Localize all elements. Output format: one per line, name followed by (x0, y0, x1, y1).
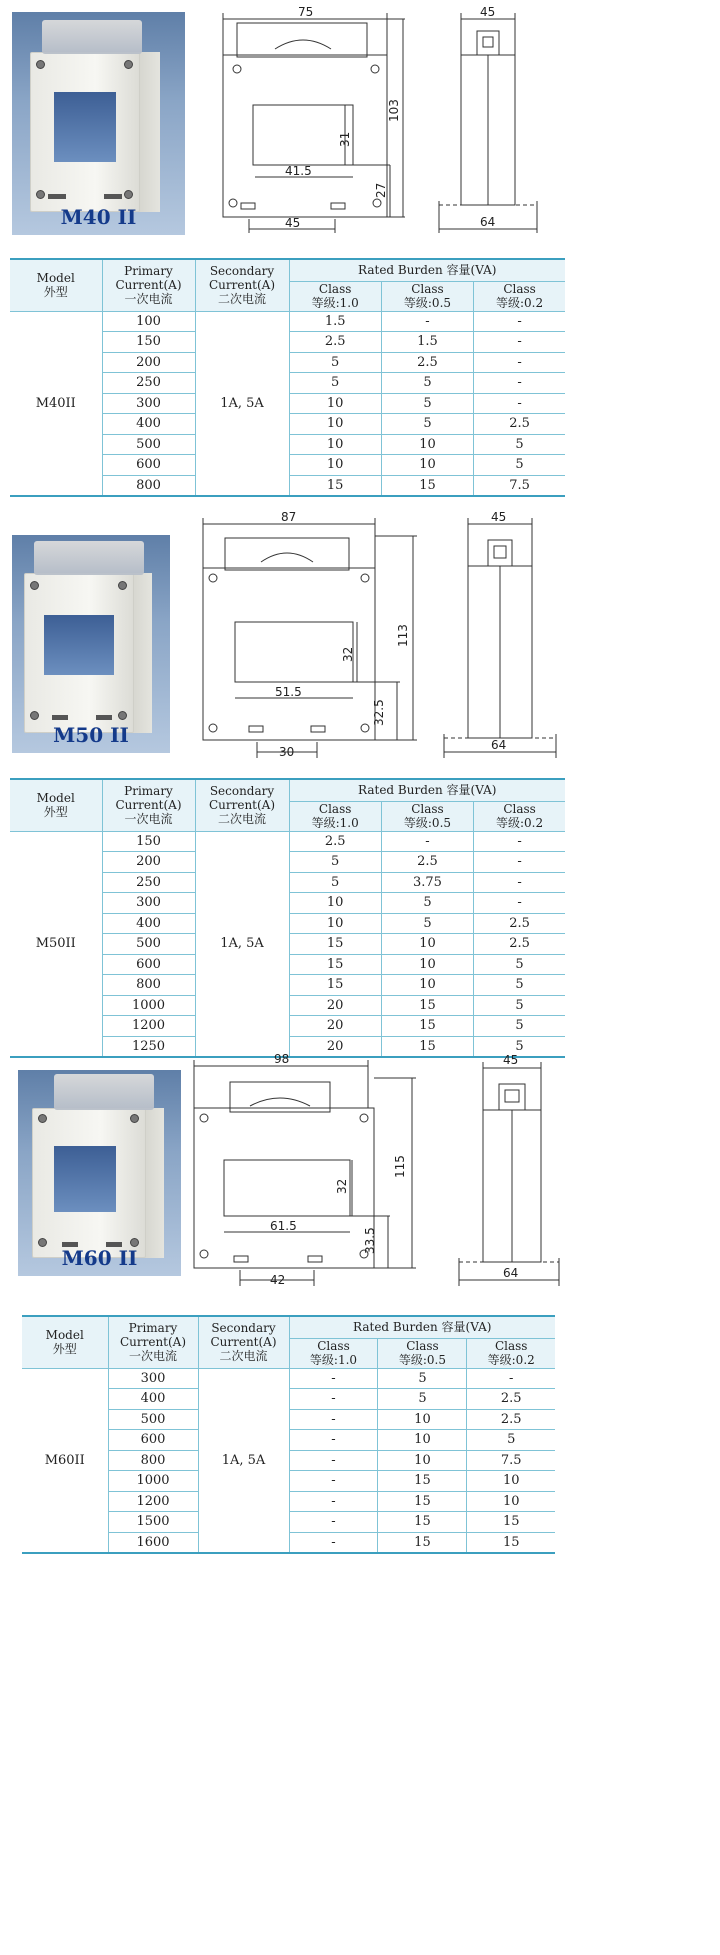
cell-primary: 800 (102, 475, 195, 496)
header-model-cn: 外型 (43, 805, 68, 820)
cell-primary: 100 (102, 311, 195, 332)
header-model-cn: 外型 (43, 285, 68, 300)
cell-class-1: - (289, 1471, 378, 1492)
dim-height: 113 (396, 624, 410, 647)
cell-class-2: 2.5 (381, 352, 473, 373)
cell-class-3: 5 (474, 995, 565, 1016)
header-secondary-cn: 二次电流 (217, 812, 266, 827)
cell-primary: 500 (102, 934, 195, 955)
dimension-drawing-front-m50 (195, 510, 425, 760)
cell-class-2: 5 (381, 893, 473, 914)
dimension-drawing-side-m60 (455, 1050, 565, 1290)
cell-class-2: 5 (381, 373, 473, 394)
cell-primary: 1000 (108, 1471, 198, 1492)
cell-primary: 500 (108, 1409, 198, 1430)
cell-model: M40II (10, 311, 102, 496)
cell-class-1: - (289, 1430, 378, 1451)
dim-side-width: 45 (491, 510, 507, 524)
cell-model: M60II (22, 1368, 108, 1553)
header-primary-cn: 一次电流 (128, 1349, 177, 1364)
cell-class-1: 2.5 (289, 332, 381, 353)
cell-primary: 300 (108, 1368, 198, 1389)
cell-secondary: 1A, 5A (195, 831, 289, 1057)
cell-class-2: 15 (381, 995, 473, 1016)
cell-class-1: 15 (289, 934, 381, 955)
cell-primary: 250 (102, 872, 195, 893)
header-primary: Primary (124, 784, 173, 799)
cell-class-3: 15 (467, 1512, 555, 1533)
dim-window-w: 61.5 (270, 1219, 297, 1233)
cell-class-1: - (289, 1491, 378, 1512)
cell-class-3: 5 (474, 975, 565, 996)
model-label: M40 II (60, 205, 137, 229)
cell-primary: 200 (102, 852, 195, 873)
cell-class-1: 20 (289, 995, 381, 1016)
cell-class-1: 10 (289, 913, 381, 934)
spec-table-m50 (10, 778, 565, 1058)
cell-primary: 600 (102, 455, 195, 476)
header-burden: Rated Burden 容量(VA) (289, 779, 565, 801)
cell-class-2: 5 (381, 913, 473, 934)
cell-class-3: 2.5 (474, 934, 565, 955)
dim-base-spacing: 45 (285, 216, 301, 230)
cell-class-3: 15 (467, 1532, 555, 1553)
dimension-drawing-side-m50 (440, 510, 560, 760)
product-photo-m60 (18, 1070, 181, 1276)
cell-model: M50II (10, 831, 102, 1057)
dim-window-h: 32 (341, 646, 355, 662)
cell-primary: 400 (102, 414, 195, 435)
table-row (10, 831, 565, 852)
header-burden: Rated Burden 容量(VA) (289, 1316, 555, 1338)
header-class-2: Class (406, 1339, 439, 1353)
dim-front-width: 98 (274, 1052, 290, 1066)
cell-class-1: - (289, 1368, 378, 1389)
cell-primary: 600 (102, 954, 195, 975)
cell-class-2: 10 (381, 434, 473, 455)
header-class-1: Class (318, 282, 352, 296)
dim-base-spacing: 30 (279, 745, 295, 759)
cell-class-2: 3.75 (381, 872, 473, 893)
dim-side-width: 45 (503, 1053, 519, 1067)
cell-class-1: 5 (289, 852, 381, 873)
cell-class-2: 2.5 (381, 852, 473, 873)
cell-class-1: - (289, 1450, 378, 1471)
cell-primary: 150 (102, 332, 195, 353)
header-model: Model (36, 791, 75, 806)
cell-class-3: - (474, 373, 565, 394)
header-model: Model (36, 271, 75, 286)
model-label: M50 II (53, 723, 129, 747)
cell-primary: 300 (102, 893, 195, 914)
cell-class-2: - (381, 831, 473, 852)
cell-class-1: - (289, 1532, 378, 1553)
cell-class-3: 5 (474, 1036, 565, 1057)
header-class-3: Class (494, 1339, 528, 1353)
cell-primary: 800 (108, 1450, 198, 1471)
header-class-2-cn: 等级:0.5 (403, 296, 452, 310)
header-secondary: Secondary (211, 1321, 276, 1336)
cell-class-3: 5 (474, 434, 565, 455)
cell-class-2: 10 (381, 455, 473, 476)
spec-table-m40 (10, 258, 565, 497)
cell-class-1: 10 (289, 414, 381, 435)
product-photo-m50 (12, 535, 170, 753)
dim-height: 115 (393, 1155, 407, 1178)
cell-primary: 1500 (108, 1512, 198, 1533)
cell-class-1: 5 (289, 872, 381, 893)
header-secondary-cn: 二次电流 (217, 292, 266, 307)
cell-primary: 600 (108, 1430, 198, 1451)
cell-class-3: 5 (474, 1016, 565, 1037)
cell-class-3: - (474, 872, 565, 893)
cell-class-3: - (474, 332, 565, 353)
header-class-3-cn: 等级:0.2 (487, 1353, 535, 1367)
dim-window-h: 32 (335, 1178, 349, 1194)
header-class-2: Class (411, 802, 444, 816)
header-class-1: Class (317, 1339, 350, 1353)
cell-class-1: 20 (289, 1016, 381, 1037)
cell-class-1: 10 (289, 455, 381, 476)
header-primary-unit: Current(A) (119, 1335, 187, 1350)
header-model: Model (45, 1328, 84, 1343)
dimension-drawing-front-m40 (215, 5, 405, 237)
cell-class-1: 5 (289, 352, 381, 373)
cell-class-3: 5 (467, 1430, 555, 1451)
cell-class-3: - (474, 393, 565, 414)
dim-window-h: 31 (338, 131, 352, 147)
cell-class-3: 2.5 (474, 913, 565, 934)
header-class-2-cn: 等级:0.5 (403, 816, 452, 830)
cell-class-2: 15 (378, 1532, 467, 1553)
cell-primary: 150 (102, 831, 195, 852)
cell-class-3: 5 (474, 455, 565, 476)
cell-class-2: 10 (378, 1430, 467, 1451)
cell-class-3: - (474, 893, 565, 914)
cell-class-3: - (474, 831, 565, 852)
cell-class-3: - (474, 352, 565, 373)
cell-class-1: - (289, 1409, 378, 1430)
cell-class-1: - (289, 1512, 378, 1533)
header-class-3-cn: 等级:0.2 (495, 296, 544, 310)
header-primary-cn: 一次电流 (124, 812, 173, 827)
cell-primary: 800 (102, 975, 195, 996)
cell-primary: 300 (102, 393, 195, 414)
cell-class-2: 15 (378, 1471, 467, 1492)
dim-offset: 27 (374, 182, 388, 198)
cell-primary: 200 (102, 352, 195, 373)
cell-class-2: 15 (381, 1036, 473, 1057)
cell-primary: 400 (108, 1389, 198, 1410)
dim-front-width: 75 (298, 5, 314, 19)
cell-class-2: 5 (378, 1368, 467, 1389)
cell-secondary: 1A, 5A (195, 311, 289, 496)
header-primary: Primary (124, 264, 173, 279)
cell-class-1: 15 (289, 954, 381, 975)
cell-class-3: 10 (467, 1491, 555, 1512)
cell-class-2: 15 (381, 1016, 473, 1037)
cell-class-2: 10 (378, 1409, 467, 1430)
header-class-3: Class (503, 282, 536, 296)
cell-primary: 1600 (108, 1532, 198, 1553)
cell-class-2: 10 (381, 975, 473, 996)
header-model-cn: 外型 (52, 1342, 77, 1357)
model-label: M60 II (61, 1246, 138, 1270)
cell-class-2: 15 (381, 475, 473, 496)
cell-class-3: - (474, 311, 565, 332)
cell-class-2: 5 (378, 1389, 467, 1410)
table-body (10, 311, 565, 496)
header-primary: Primary (128, 1321, 178, 1336)
header-class-2-cn: 等级:0.5 (398, 1353, 447, 1367)
cell-class-3: 2.5 (474, 414, 565, 435)
cell-primary: 1200 (102, 1016, 195, 1037)
dim-side-base: 64 (480, 215, 496, 229)
header-secondary: Secondary (209, 264, 275, 279)
header-class-3-cn: 等级:0.2 (495, 816, 544, 830)
header-class-3: Class (503, 802, 536, 816)
cell-class-3: - (474, 852, 565, 873)
table-row (10, 311, 565, 332)
cell-class-1: - (289, 1389, 378, 1410)
cell-primary: 1000 (102, 995, 195, 1016)
header-primary-unit: Current(A) (115, 278, 182, 293)
dim-offset: 32.5 (372, 699, 386, 726)
cell-class-3: 7.5 (474, 475, 565, 496)
spec-table-m60 (22, 1315, 555, 1554)
cell-class-2: 10 (381, 934, 473, 955)
dim-window-w: 41.5 (285, 164, 312, 178)
cell-primary: 250 (102, 373, 195, 394)
cell-class-2: 10 (381, 954, 473, 975)
header-primary-cn: 一次电流 (124, 292, 173, 307)
header-secondary: Secondary (209, 784, 275, 799)
cell-class-1: 10 (289, 434, 381, 455)
header-class-2: Class (411, 282, 444, 296)
dim-window-w: 51.5 (275, 685, 302, 699)
cell-class-3: 2.5 (467, 1409, 555, 1430)
cell-class-2: 1.5 (381, 332, 473, 353)
cell-class-2: 5 (381, 393, 473, 414)
cell-class-1: 15 (289, 475, 381, 496)
dim-offset: 33.5 (363, 1227, 377, 1254)
cell-class-1: 2.5 (289, 831, 381, 852)
cell-class-2: - (381, 311, 473, 332)
dim-side-base: 64 (491, 738, 507, 752)
dim-base-spacing: 42 (270, 1273, 286, 1287)
dim-side-width: 45 (480, 5, 496, 19)
cell-class-2: 10 (378, 1450, 467, 1471)
header-secondary-unit: Current(A) (208, 278, 276, 293)
cell-secondary: 1A, 5A (198, 1368, 289, 1553)
cell-class-3: 7.5 (467, 1450, 555, 1471)
dimension-drawing-side-m40 (435, 5, 545, 237)
cell-primary: 1200 (108, 1491, 198, 1512)
cell-class-1: 1.5 (289, 311, 381, 332)
cell-primary: 400 (102, 913, 195, 934)
cell-class-1: 15 (289, 975, 381, 996)
table-row (22, 1368, 555, 1389)
cell-class-3: 2.5 (467, 1389, 555, 1410)
cell-class-3: 5 (474, 954, 565, 975)
header-class-1-cn: 等级:1.0 (309, 1353, 358, 1367)
cell-class-2: 5 (381, 414, 473, 435)
cell-class-1: 20 (289, 1036, 381, 1057)
product-photo-m40 (12, 12, 185, 235)
header-primary-unit: Current(A) (115, 798, 182, 813)
cell-primary: 1250 (102, 1036, 195, 1057)
cell-primary: 500 (102, 434, 195, 455)
header-class-1-cn: 等级:1.0 (311, 816, 359, 830)
dim-front-width: 87 (281, 510, 297, 524)
header-burden: Rated Burden 容量(VA) (289, 259, 565, 281)
cell-class-2: 15 (378, 1491, 467, 1512)
header-secondary-cn: 二次电流 (219, 1349, 268, 1364)
cell-class-3: - (467, 1368, 555, 1389)
table-body (22, 1368, 555, 1553)
cell-class-2: 15 (378, 1512, 467, 1533)
cell-class-3: 10 (467, 1471, 555, 1492)
table-body (10, 831, 565, 1057)
header-secondary-unit: Current(A) (208, 798, 276, 813)
cell-class-1: 10 (289, 893, 381, 914)
cell-class-1: 10 (289, 393, 381, 414)
header-class-1-cn: 等级:1.0 (311, 296, 359, 310)
header-class-1: Class (318, 802, 352, 816)
dimension-drawing-front-m60 (190, 1050, 420, 1290)
dim-side-base: 64 (503, 1266, 519, 1280)
dim-height: 103 (387, 99, 401, 122)
cell-class-1: 5 (289, 373, 381, 394)
header-secondary-unit: Current(A) (210, 1335, 277, 1350)
